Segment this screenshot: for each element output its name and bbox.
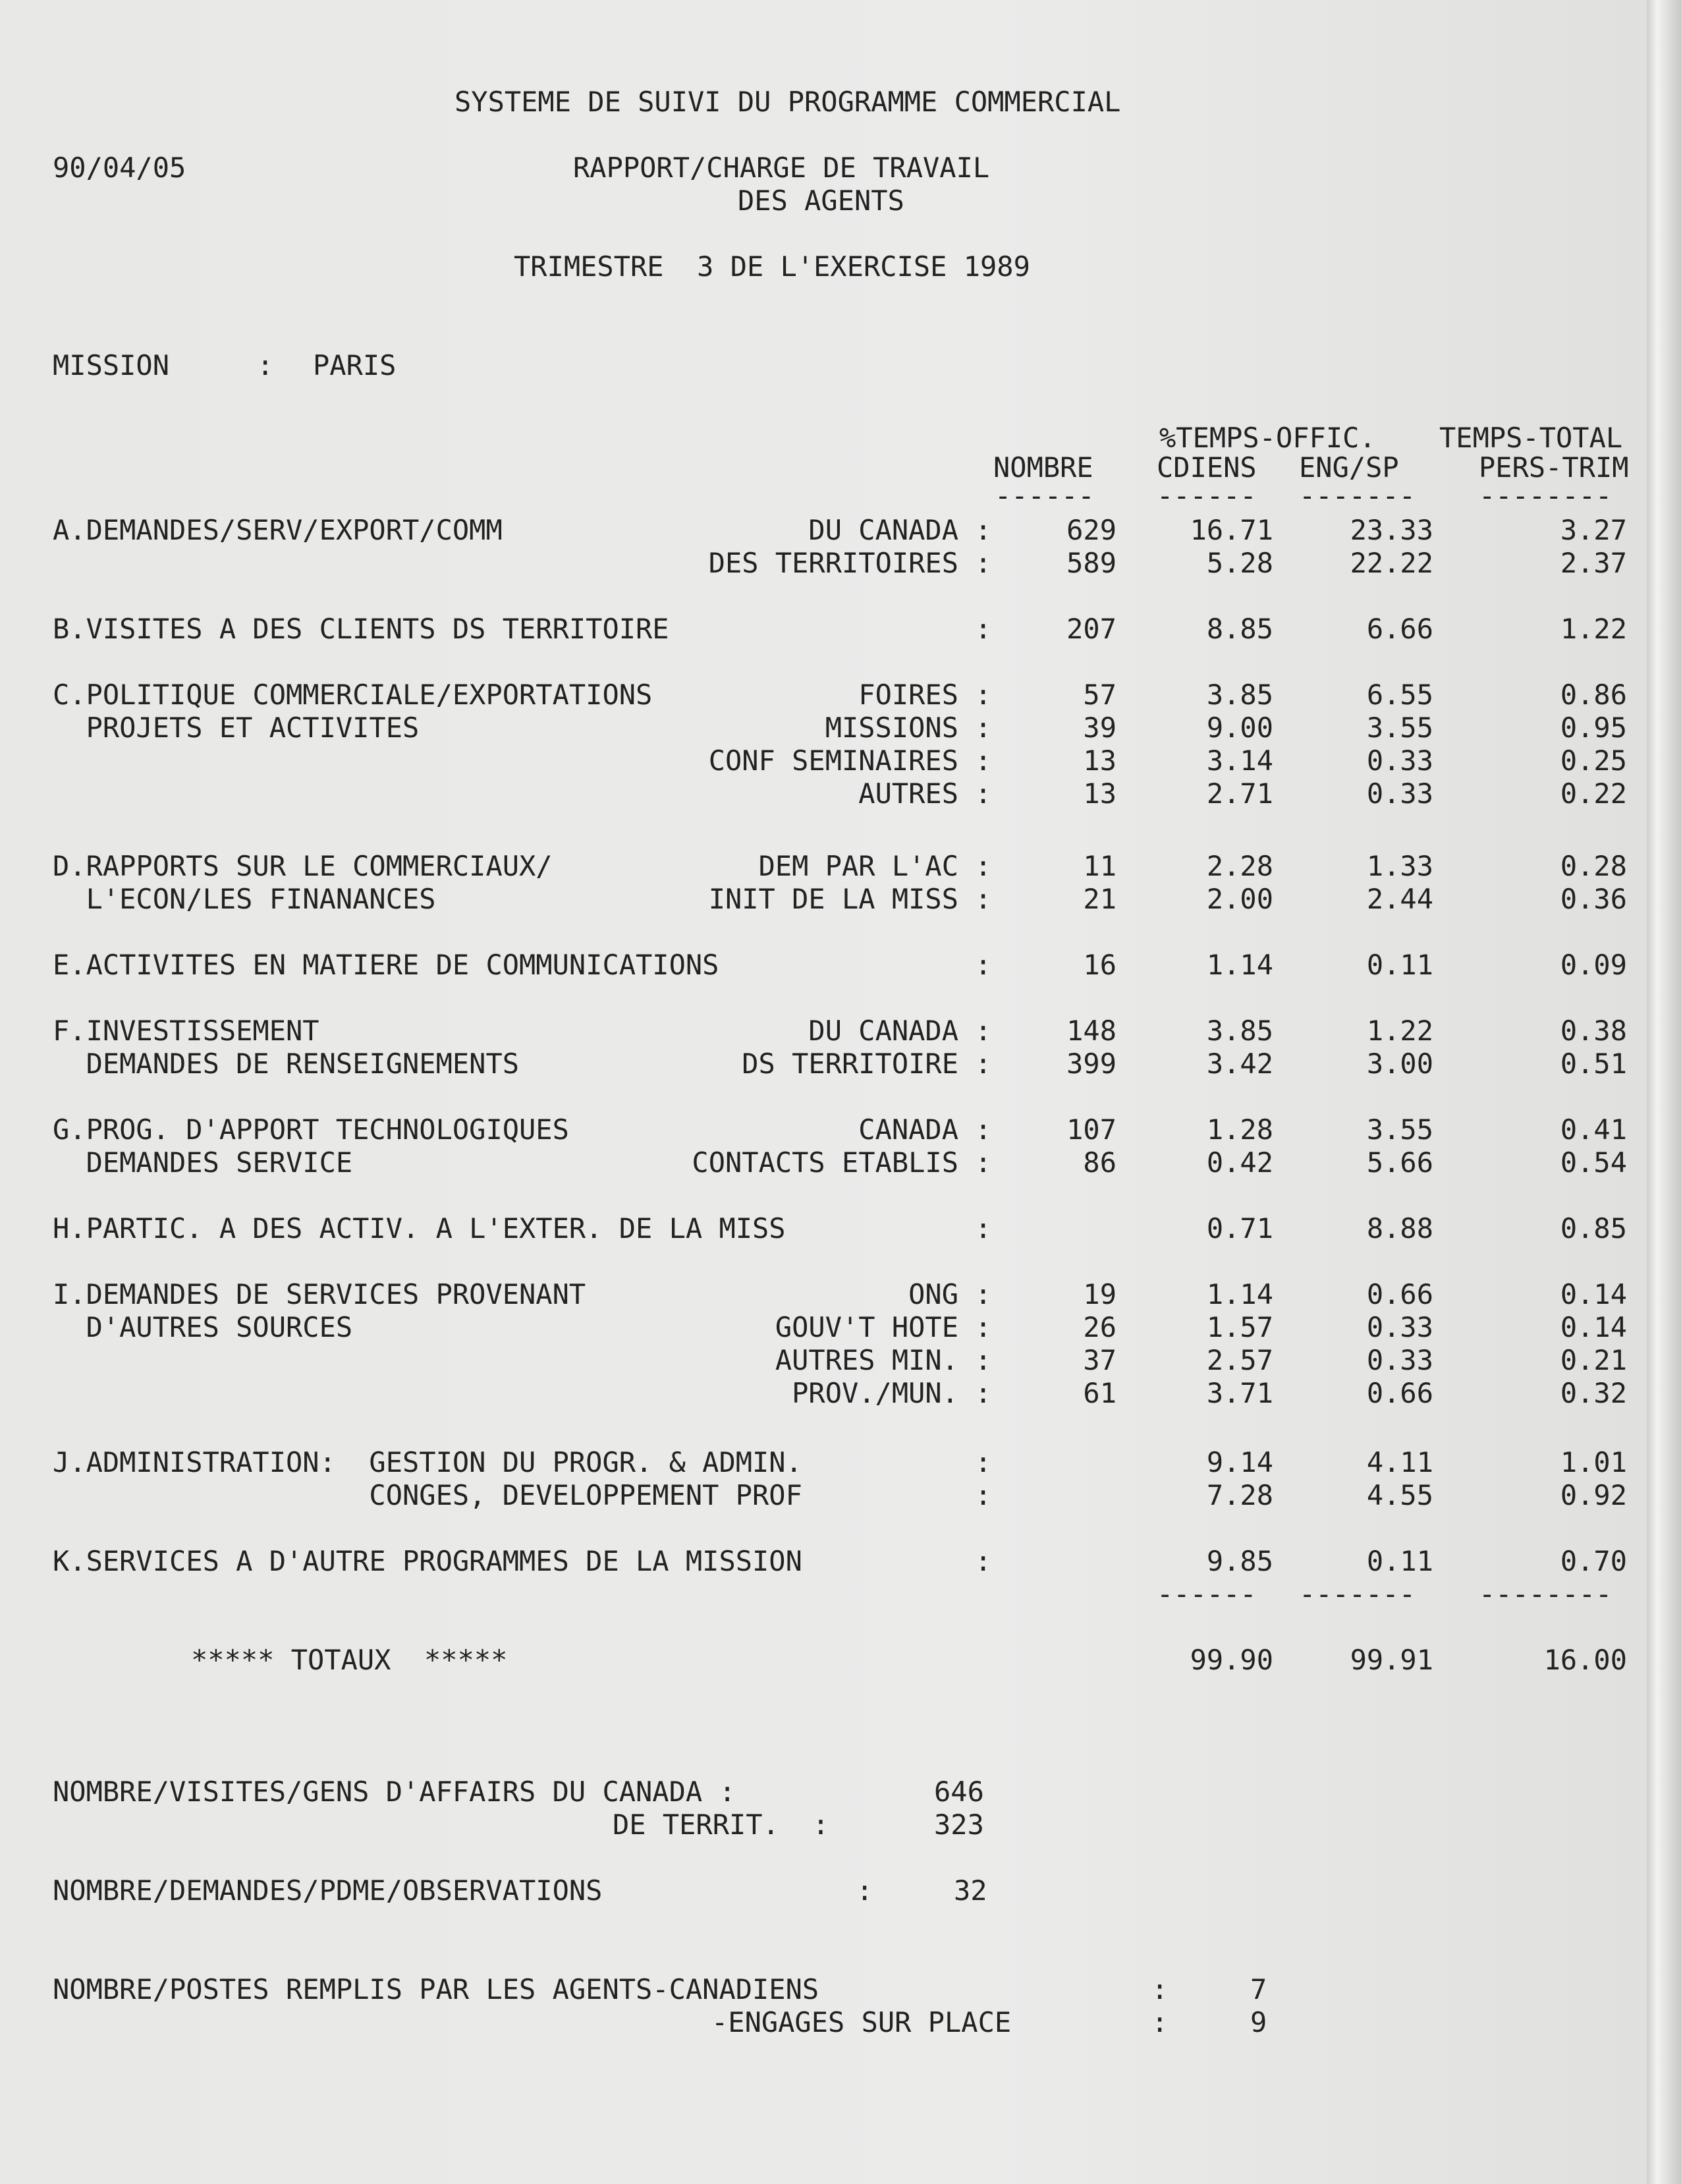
- total-perstrim: 16.00: [1543, 1644, 1627, 1676]
- mission-value: PARIS: [313, 349, 397, 381]
- row-engsp: 0.11: [1366, 1545, 1433, 1577]
- row-label: D'AUTRES SOURCES: [53, 1311, 353, 1343]
- row-perstrim: 0.09: [1560, 949, 1627, 981]
- row-cdiens: 3.85: [1206, 679, 1273, 711]
- row-sublabel: MISSIONS: [825, 712, 958, 744]
- engages-label: -ENGAGES SUR PLACE: [711, 2006, 1012, 2038]
- row-colon: :: [975, 1344, 992, 1376]
- row-engsp: 0.33: [1366, 1311, 1433, 1343]
- row-engsp: 22.22: [1350, 547, 1433, 579]
- totals-label: ***** TOTAUX *****: [191, 1644, 508, 1676]
- row-colon: :: [975, 1311, 992, 1343]
- row-engsp: 8.88: [1366, 1212, 1433, 1245]
- row-nombre: 39: [1083, 712, 1116, 744]
- row-cdiens: 3.42: [1206, 1048, 1273, 1080]
- header-nombre: NOMBRE: [993, 451, 1093, 484]
- row-cdiens: 3.85: [1206, 1015, 1273, 1047]
- row-label: E.ACTIVITES EN MATIERE DE COMMUNICATIONS: [53, 949, 719, 981]
- row-perstrim: 0.22: [1560, 777, 1627, 810]
- row-perstrim: 2.37: [1560, 547, 1627, 579]
- postes-engages-value: 9: [1250, 2006, 1267, 2038]
- row-sublabel: INIT DE LA MISS: [708, 883, 958, 915]
- row-cdiens: 3.14: [1206, 744, 1273, 777]
- row-engsp: 5.66: [1366, 1146, 1433, 1179]
- row-engsp: 3.55: [1366, 712, 1433, 744]
- row-colon: :: [975, 1048, 992, 1080]
- row-colon: :: [975, 1545, 992, 1577]
- row-nombre: 26: [1083, 1311, 1116, 1343]
- row-sublabel: CONF SEMINAIRES: [708, 744, 958, 777]
- row-cdiens: 3.71: [1206, 1377, 1273, 1409]
- row-engsp: 3.55: [1366, 1113, 1433, 1146]
- row-nombre: 148: [1066, 1015, 1116, 1047]
- header-engsp: ENG/SP: [1299, 451, 1399, 484]
- row-colon: :: [975, 1479, 992, 1511]
- row-nombre: 207: [1066, 613, 1116, 645]
- demandes-value: 32: [954, 1874, 987, 1907]
- row-cdiens: 0.71: [1206, 1212, 1273, 1245]
- row-colon: :: [975, 514, 992, 546]
- report-title-line2: DES AGENTS: [738, 184, 904, 217]
- row-cdiens: 2.28: [1206, 850, 1273, 882]
- postes-label: NOMBRE/POSTES REMPLIS PAR LES AGENTS-CANADIENS: [53, 1973, 819, 2005]
- row-nombre: 21: [1083, 883, 1116, 915]
- row-engsp: 0.33: [1366, 777, 1433, 810]
- row-label: A.DEMANDES/SERV/EXPORT/COMM: [53, 514, 503, 546]
- rule-engsp: -------: [1299, 480, 1416, 512]
- row-label: G.PROG. D'APPORT TECHNOLOGIQUES: [53, 1113, 569, 1146]
- total-rule-perstrim: --------: [1479, 1578, 1612, 1610]
- row-label: B.VISITES A DES CLIENTS DS TERRITOIRE: [53, 613, 669, 645]
- row-sublabel: ONG: [908, 1278, 958, 1310]
- visites-territ-value: 323: [934, 1808, 984, 1841]
- row-colon: :: [975, 949, 992, 981]
- row-label: C.POLITIQUE COMMERCIALE/EXPORTATIONS: [53, 679, 653, 711]
- row-colon: :: [975, 744, 992, 777]
- row-perstrim: 0.54: [1560, 1146, 1627, 1179]
- row-colon: :: [975, 613, 992, 645]
- row-label: J.ADMINISTRATION: GESTION DU PROGR. & ADMIN.: [53, 1446, 802, 1478]
- row-nombre: 61: [1083, 1377, 1116, 1409]
- row-engsp: 6.55: [1366, 679, 1433, 711]
- header-pct-temps-offic: %TEMPS-OFFIC.: [1159, 422, 1376, 454]
- row-cdiens: 1.28: [1206, 1113, 1273, 1146]
- total-cdiens: 99.90: [1190, 1644, 1273, 1676]
- row-label: F.INVESTISSEMENT: [53, 1015, 319, 1047]
- row-perstrim: 0.95: [1560, 712, 1627, 744]
- row-cdiens: 7.28: [1206, 1479, 1273, 1511]
- row-sublabel: FOIRES: [858, 679, 958, 711]
- row-engsp: 4.11: [1366, 1446, 1433, 1478]
- row-perstrim: 0.21: [1560, 1344, 1627, 1376]
- postes-canadiens-value: 7: [1250, 1973, 1267, 2005]
- row-sublabel: DU CANADA: [808, 514, 958, 546]
- header-perstrim: PERS-TRIM: [1479, 451, 1629, 484]
- row-label: DEMANDES SERVICE: [53, 1146, 353, 1179]
- row-label: K.SERVICES A D'AUTRE PROGRAMMES DE LA MISSION: [53, 1545, 802, 1577]
- row-perstrim: 0.14: [1560, 1311, 1627, 1343]
- row-engsp: 3.00: [1366, 1048, 1433, 1080]
- row-engsp: 2.44: [1366, 883, 1433, 915]
- row-perstrim: 0.51: [1560, 1048, 1627, 1080]
- territ-label: DE TERRIT. :: [613, 1808, 829, 1841]
- row-perstrim: 0.85: [1560, 1212, 1627, 1245]
- row-cdiens: 1.14: [1206, 1278, 1273, 1310]
- row-sublabel: CONTACTS ETABLIS: [692, 1146, 958, 1179]
- row-sublabel: AUTRES MIN.: [775, 1344, 958, 1376]
- row-nombre: 13: [1083, 777, 1116, 810]
- row-colon: :: [975, 883, 992, 915]
- row-cdiens: 9.14: [1206, 1446, 1273, 1478]
- row-colon: :: [975, 1113, 992, 1146]
- row-engsp: 0.66: [1366, 1278, 1433, 1310]
- row-cdiens: 16.71: [1190, 514, 1273, 546]
- row-label: CONGES, DEVELOPPEMENT PROF: [53, 1479, 802, 1511]
- rule-nombre: ------: [995, 480, 1095, 512]
- row-engsp: 1.33: [1366, 850, 1433, 882]
- total-engsp: 99.91: [1350, 1644, 1433, 1676]
- visites-label: NOMBRE/VISITES/GENS D'AFFAIRS DU CANADA :: [53, 1776, 736, 1808]
- rule-cdiens: ------: [1157, 480, 1257, 512]
- row-engsp: 6.66: [1366, 613, 1433, 645]
- row-perstrim: 0.38: [1560, 1015, 1627, 1047]
- row-colon: :: [975, 712, 992, 744]
- system-title: SYSTEME DE SUIVI DU PROGRAMME COMMERCIAL: [455, 86, 1121, 118]
- row-nombre: 37: [1083, 1344, 1116, 1376]
- demandes-label: NOMBRE/DEMANDES/PDME/OBSERVATIONS: [53, 1874, 603, 1907]
- row-sublabel: DES TERRITOIRES: [708, 547, 958, 579]
- row-cdiens: 5.28: [1206, 547, 1273, 579]
- row-cdiens: 1.57: [1206, 1311, 1273, 1343]
- header-temps-total: TEMPS-TOTAL: [1439, 422, 1623, 454]
- row-sublabel: PROV./MUN.: [792, 1377, 958, 1409]
- row-nombre: 107: [1066, 1113, 1116, 1146]
- row-sublabel: DS TERRITOIRE: [742, 1048, 958, 1080]
- row-nombre: 589: [1066, 547, 1116, 579]
- row-cdiens: 0.42: [1206, 1146, 1273, 1179]
- row-perstrim: 3.27: [1560, 514, 1627, 546]
- rule-perstrim: --------: [1479, 480, 1612, 512]
- row-colon: :: [975, 679, 992, 711]
- engages-colon: :: [1151, 2006, 1169, 2038]
- row-colon: :: [975, 1015, 992, 1047]
- postes-colon: :: [1151, 1973, 1169, 2005]
- row-engsp: 23.33: [1350, 514, 1433, 546]
- row-colon: :: [975, 777, 992, 810]
- row-engsp: 1.22: [1366, 1015, 1433, 1047]
- row-engsp: 4.55: [1366, 1479, 1433, 1511]
- row-perstrim: 0.92: [1560, 1479, 1627, 1511]
- row-label: D.RAPPORTS SUR LE COMMERCIAUX/: [53, 850, 553, 882]
- row-cdiens: 2.00: [1206, 883, 1273, 915]
- row-nombre: 13: [1083, 744, 1116, 777]
- total-rule-cdiens: ------: [1157, 1578, 1257, 1610]
- row-perstrim: 0.86: [1560, 679, 1627, 711]
- row-engsp: 0.66: [1366, 1377, 1433, 1409]
- trimester-line: TRIMESTRE 3 DE L'EXERCISE 1989: [514, 250, 1030, 283]
- row-perstrim: 0.28: [1560, 850, 1627, 882]
- row-nombre: 629: [1066, 514, 1116, 546]
- row-perstrim: 0.70: [1560, 1545, 1627, 1577]
- row-cdiens: 9.00: [1206, 712, 1273, 744]
- row-label: PROJETS ET ACTIVITES: [53, 712, 420, 744]
- mission-label: MISSION: [53, 349, 170, 381]
- row-engsp: 0.33: [1366, 744, 1433, 777]
- mission-separator: :: [257, 349, 274, 381]
- row-cdiens: 8.85: [1206, 613, 1273, 645]
- row-label: DEMANDES DE RENSEIGNEMENTS: [53, 1048, 520, 1080]
- row-engsp: 0.11: [1366, 949, 1433, 981]
- row-sublabel: CANADA: [858, 1113, 958, 1146]
- header-cdiens: CDIENS: [1157, 451, 1257, 484]
- row-colon: :: [975, 1446, 992, 1478]
- row-sublabel: DEM PAR L'AC: [758, 850, 958, 882]
- row-colon: :: [975, 547, 992, 579]
- row-perstrim: 0.14: [1560, 1278, 1627, 1310]
- row-sublabel: GOUV'T HOTE: [775, 1311, 958, 1343]
- total-rule-engsp: -------: [1299, 1578, 1416, 1610]
- row-colon: :: [975, 1212, 992, 1245]
- row-nombre: 16: [1083, 949, 1116, 981]
- row-nombre: 399: [1066, 1048, 1116, 1080]
- visites-canada-value: 646: [934, 1776, 984, 1808]
- row-perstrim: 1.01: [1560, 1446, 1627, 1478]
- row-label: H.PARTIC. A DES ACTIV. A L'EXTER. DE LA MISS: [53, 1212, 786, 1245]
- row-colon: :: [975, 1278, 992, 1310]
- row-perstrim: 0.41: [1560, 1113, 1627, 1146]
- row-label: L'ECON/LES FINANANCES: [53, 883, 436, 915]
- row-perstrim: 0.25: [1560, 744, 1627, 777]
- row-nombre: 19: [1083, 1278, 1116, 1310]
- row-cdiens: 2.57: [1206, 1344, 1273, 1376]
- row-colon: :: [975, 1377, 992, 1409]
- row-colon: :: [975, 850, 992, 882]
- row-colon: :: [975, 1146, 992, 1179]
- paper-edge: [1647, 0, 1681, 2184]
- row-nombre: 11: [1083, 850, 1116, 882]
- row-cdiens: 2.71: [1206, 777, 1273, 810]
- row-cdiens: 9.85: [1206, 1545, 1273, 1577]
- row-label: I.DEMANDES DE SERVICES PROVENANT: [53, 1278, 586, 1310]
- row-nombre: 57: [1083, 679, 1116, 711]
- row-nombre: 86: [1083, 1146, 1116, 1179]
- demandes-colon: :: [856, 1874, 873, 1907]
- row-perstrim: 0.32: [1560, 1377, 1627, 1409]
- row-perstrim: 0.36: [1560, 883, 1627, 915]
- row-cdiens: 1.14: [1206, 949, 1273, 981]
- report-date: 90/04/05: [53, 152, 186, 184]
- row-engsp: 0.33: [1366, 1344, 1433, 1376]
- report-title-line1: RAPPORT/CHARGE DE TRAVAIL: [573, 152, 990, 184]
- row-perstrim: 1.22: [1560, 613, 1627, 645]
- row-sublabel: DU CANADA: [808, 1015, 958, 1047]
- row-sublabel: AUTRES: [858, 777, 958, 810]
